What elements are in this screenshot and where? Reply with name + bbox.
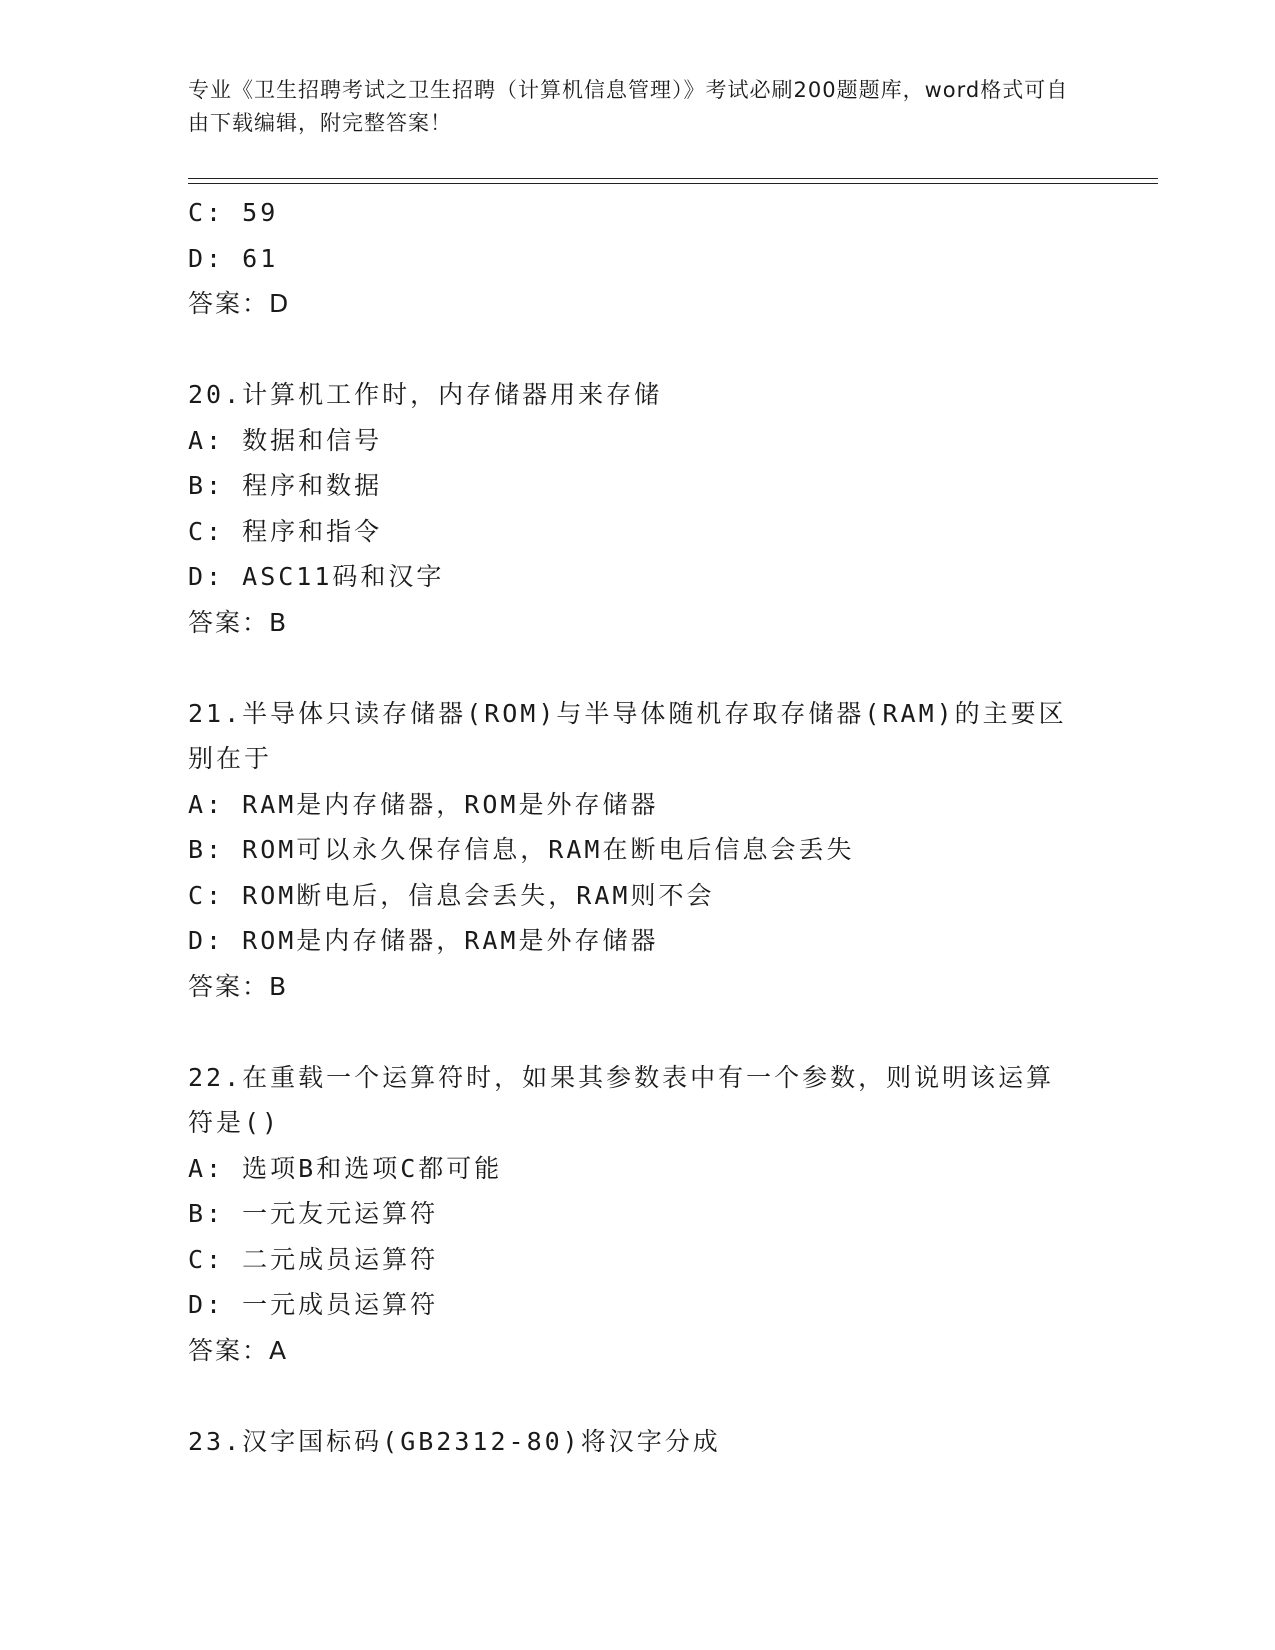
option-c: C: 59 bbox=[188, 198, 279, 227]
option-d: D: 一元成员运算符 bbox=[188, 1290, 439, 1319]
option-a: A: 数据和信号 bbox=[188, 425, 383, 455]
option-c: C: ROM断电后，信息会丢失，RAM则不会 bbox=[188, 880, 715, 910]
question-stem: 22.在重载一个运算符时，如果其参数表中有一个参数，则说明该运算符是() bbox=[188, 1062, 1055, 1137]
option-b: B: 一元友元运算符 bbox=[188, 1199, 439, 1228]
question-stem: 21.半导体只读存储器(ROM)与半导体随机存取存储器(RAM)的主要区别在于 bbox=[188, 698, 1067, 773]
spacer bbox=[188, 645, 1088, 691]
question-stem: 20.计算机工作时，内存储器用来存储 bbox=[188, 380, 663, 409]
question-stem: 23.汉字国标码(GB2312-80)将汉字分成 bbox=[188, 1426, 721, 1456]
option-b: B: 程序和数据 bbox=[188, 471, 383, 500]
document-body bbox=[188, 190, 1088, 1464]
option-d: D: ROM是内存储器，RAM是外存储器 bbox=[188, 926, 659, 955]
option-d: D: 61 bbox=[188, 243, 279, 273]
answer-line: 答案：B bbox=[188, 607, 289, 637]
spacer bbox=[188, 1009, 1088, 1055]
option-b: B: ROM可以永久保存信息，RAM在断电后信息会丢失 bbox=[188, 835, 855, 864]
option-c: C: 二元成员运算符 bbox=[188, 1244, 439, 1274]
answer-line: 答案：B bbox=[188, 971, 289, 1001]
answer-line: 答案：A bbox=[188, 1335, 289, 1365]
document-header: 专业《卫生招聘考试之卫生招聘（计算机信息管理）》考试必刷200题题库，word格式可自由下载编辑，附完整答案！ bbox=[188, 78, 1069, 135]
header-divider-bottom bbox=[188, 183, 1158, 184]
option-a: A: 选项B和选项C都可能 bbox=[188, 1153, 503, 1183]
option-a: A: RAM是内存储器，ROM是外存储器 bbox=[188, 789, 659, 819]
answer-line: 答案：D bbox=[188, 289, 291, 318]
spacer bbox=[188, 1373, 1088, 1419]
option-d: D: ASC11码和汉字 bbox=[188, 562, 445, 591]
header-divider-top bbox=[188, 178, 1158, 179]
spacer bbox=[188, 327, 1088, 373]
option-c: C: 程序和指令 bbox=[188, 516, 383, 546]
